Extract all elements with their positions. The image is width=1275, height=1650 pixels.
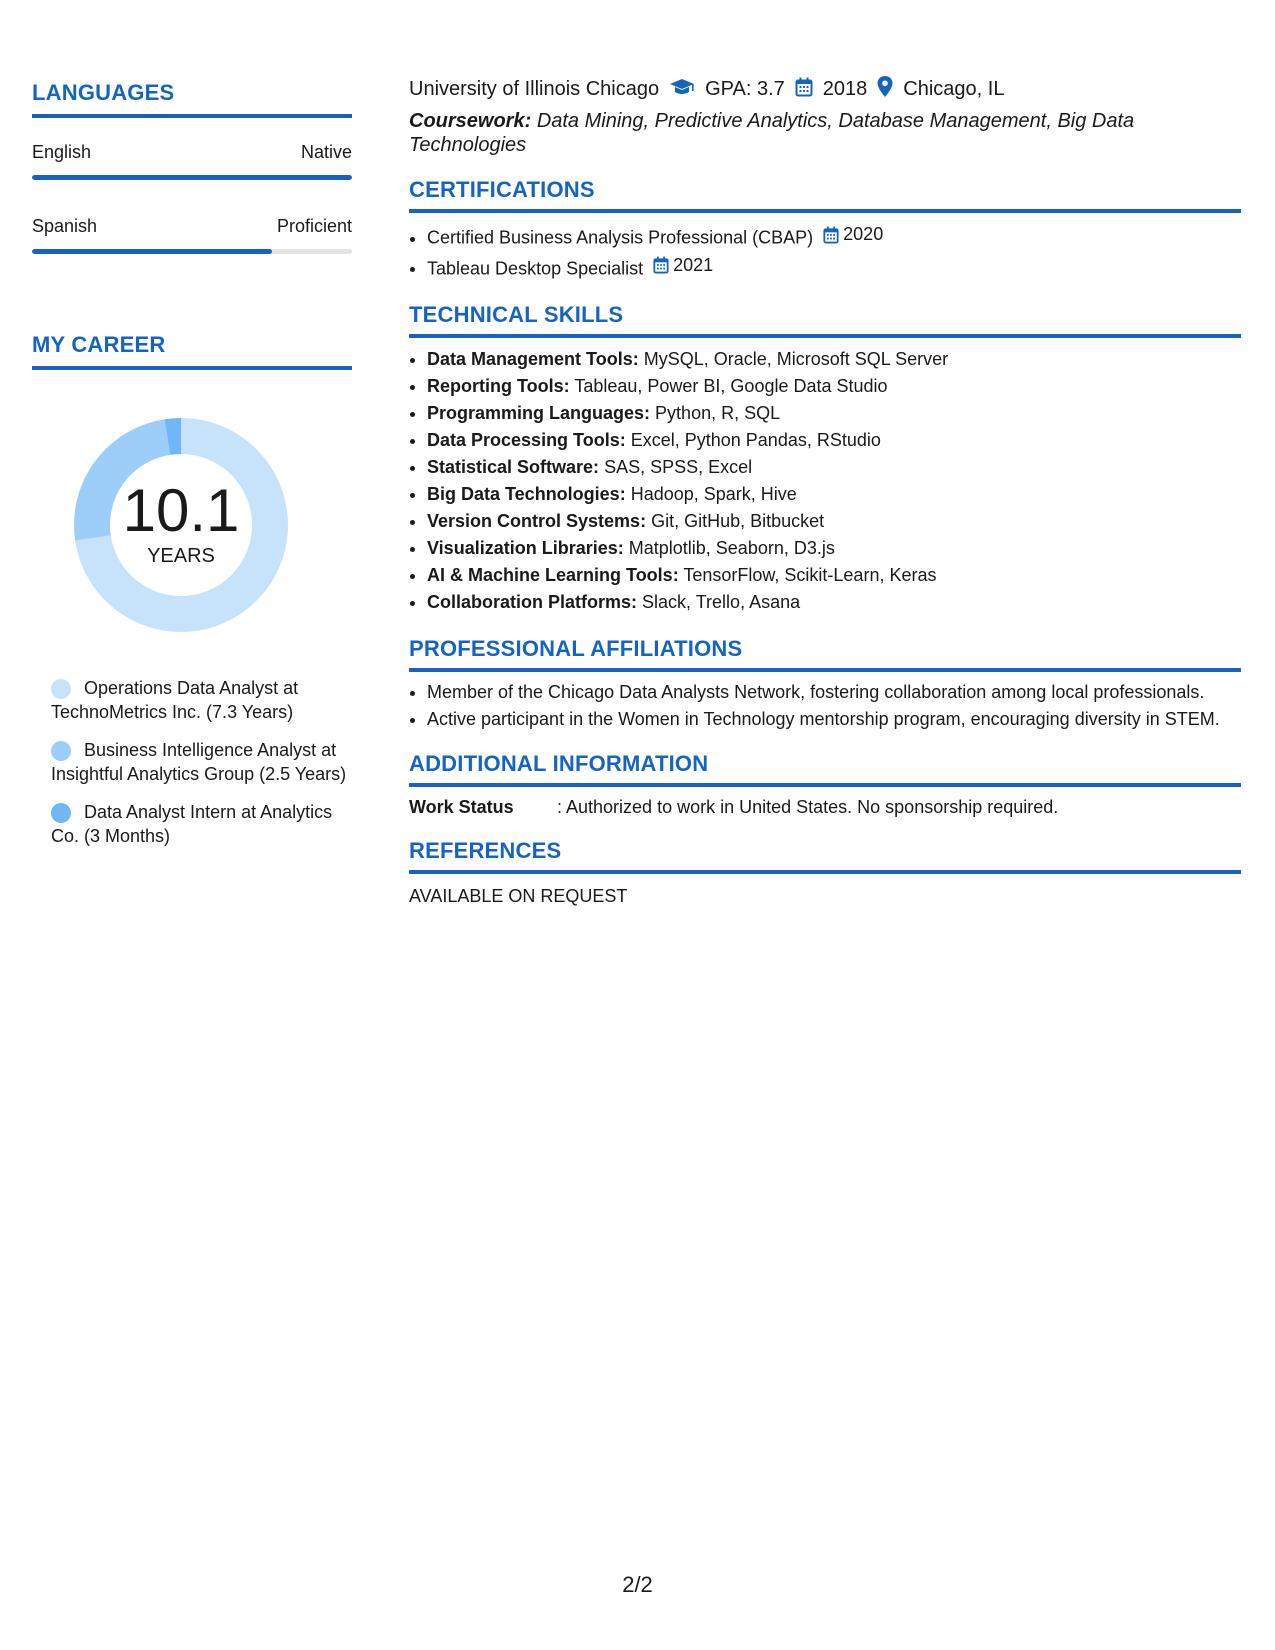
list-item: • Statistical Software: SAS, SPSS, Excel — [427, 454, 1241, 481]
calendar-icon — [795, 77, 813, 103]
skills-list — [409, 346, 1241, 616]
language-bar — [32, 175, 352, 180]
right-column — [409, 76, 1241, 907]
list-item: • AI & Machine Learning Tools: TensorFlow, Scikit-Learn, Keras — [427, 562, 1241, 589]
list-item: • Member of the Chicago Data Analysts Network, fostering collaboration among local professionals. — [427, 680, 1241, 704]
career-item: Operations Data Analyst at TechnoMetrics Inc. (7.3 Years) — [51, 678, 299, 722]
list-item: • Big Data Technologies: Hadoop, Spark, Hive — [427, 481, 1241, 508]
legend-dot — [51, 679, 71, 699]
legend-dot — [51, 741, 71, 761]
language-bar-fill — [32, 175, 352, 180]
school-name: University of Illinois Chicago — [409, 78, 660, 100]
career-item: Data Analyst Intern at Analytics Co. (3 Months) — [51, 802, 333, 846]
graduation-cap-icon — [669, 77, 695, 103]
list-item: • Collaboration Platforms: Slack, Trello, Asana — [427, 589, 1241, 616]
certifications-title: CERTIFICATIONS — [409, 177, 1241, 213]
career-item: Business Intelligence Analyst at Insightful Analytics Group (2.5 Years) — [51, 740, 347, 784]
language-level: Native — [300, 142, 352, 162]
school-location: Chicago, IL — [903, 78, 1005, 100]
career-total-unit: YEARS — [147, 544, 215, 567]
location-pin-icon — [877, 76, 893, 103]
list-item: • Visualization Libraries: Matplotlib, Seaborn, D3.js — [427, 535, 1241, 562]
page-number: 2/2 — [622, 1572, 653, 1597]
language-level: Proficient — [276, 216, 352, 236]
references-title: REFERENCES — [409, 838, 1241, 874]
languages-title: LANGUAGES — [32, 80, 352, 118]
graduation-year: 2018 — [822, 78, 868, 100]
career-title: MY CAREER — [32, 332, 352, 370]
language-spanish — [32, 216, 352, 254]
work-status-label: Work Status — [409, 797, 514, 817]
work-status-row — [409, 797, 1241, 818]
list-item: • Active participant in the Women in Technology mentorship program, encouraging diversity in STEM. — [427, 707, 1241, 731]
left-column — [32, 80, 352, 862]
affiliations-title: PROFESSIONAL AFFILIATIONS — [409, 636, 1241, 672]
career-total-value: 10.1 — [122, 476, 240, 544]
skills-title: TECHNICAL SKILLS — [409, 302, 1241, 338]
calendar-icon — [653, 256, 669, 274]
career-legend — [51, 676, 352, 848]
list-item: • Data Processing Tools: Excel, Python Pandas, RStudio — [427, 427, 1241, 454]
affiliations-list — [409, 680, 1241, 731]
list-item: • Tableau Desktop Specialist 2021 — [427, 252, 1241, 283]
legend-dot — [51, 803, 71, 823]
career-donut-chart — [66, 410, 296, 640]
list-item: • Reporting Tools: Tableau, Power BI, Google Data Studio — [427, 373, 1241, 400]
education-line — [409, 76, 1241, 103]
language-english — [32, 142, 352, 180]
language-name: English — [32, 142, 92, 162]
list-item: • Version Control Systems: Git, GitHub, Bitbucket — [427, 508, 1241, 535]
list-item: • Certified Business Analysis Professional (CBAP) 2020 — [427, 221, 1241, 252]
work-status-value: : Authorized to work in United States. No sponsorship required. — [557, 797, 1059, 817]
list-item: • Programming Languages: Python, R, SQL — [427, 400, 1241, 427]
certifications-list — [409, 221, 1241, 282]
language-name: Spanish — [32, 216, 98, 236]
language-bar — [32, 249, 352, 254]
list-item: • Data Management Tools: MySQL, Oracle, Microsoft SQL Server — [427, 346, 1241, 373]
language-bar-fill — [32, 249, 272, 254]
gpa: GPA: 3.7 — [705, 78, 785, 100]
references-text: AVAILABLE ON REQUEST — [409, 886, 628, 906]
career-section — [32, 332, 352, 848]
calendar-icon — [823, 226, 839, 244]
coursework: Coursework: Data Mining, Predictive Analytics, Database Management, Big Data Technologies — [409, 110, 1135, 156]
additional-info-title: ADDITIONAL INFORMATION — [409, 751, 1241, 787]
